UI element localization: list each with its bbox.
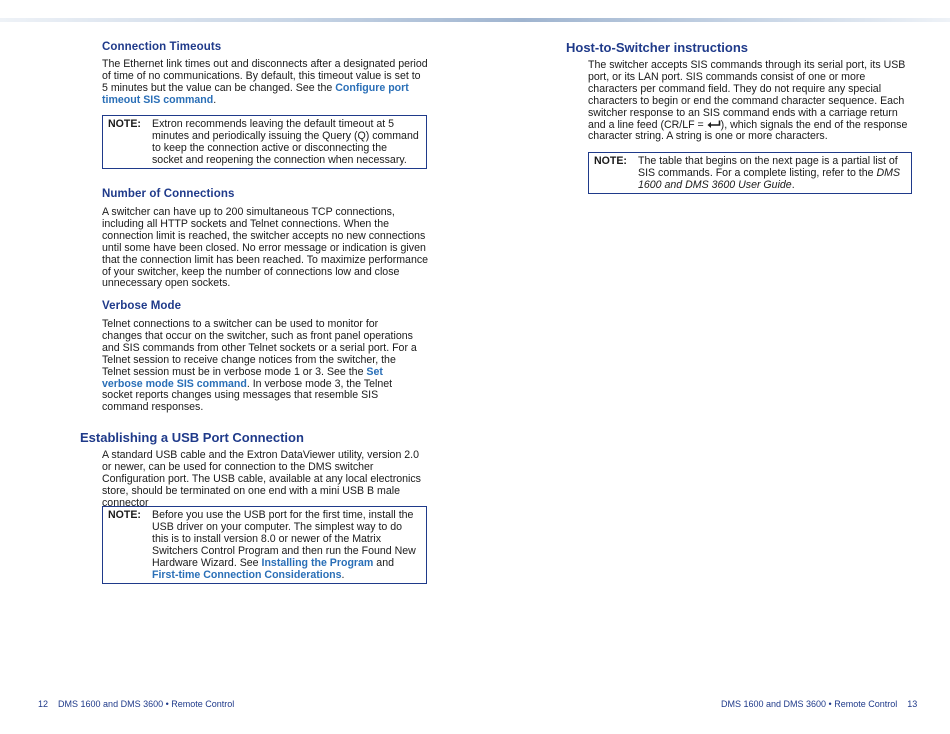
heading-number-of-connections: Number of Connections (102, 188, 235, 200)
paragraph-verbose-mode: Telnet connections to a switcher can be used to monitor for changes that occur on the switcher, such as front panel operations and SIS commands from other Telnet sockets or a serial port. For a Telnet session to receive change notices from the switcher, the Telnet session must be in verbose mode 1 or 3. See the Set verbose mode SIS command. In verbose mode 3, the Telnet socket reports changes using messages that resemble SIS command responses. (102, 318, 417, 414)
page-number: 12 (38, 699, 49, 709)
footer-title: DMS 1600 and DMS 3600 • Remote Control (721, 699, 898, 709)
note-box-sis (588, 152, 912, 194)
note-text: Extron recommends leaving the default timeout at 5 minutes and periodically issuing the Query (Q) command to keep the connection active or disconnecting the socket and reopening the connection when necessary. (152, 118, 419, 166)
link-installing-the-program[interactable]: Installing the Program (261, 556, 374, 569)
footer-right (721, 699, 917, 709)
heading-connection-timeouts: Connection Timeouts (102, 41, 222, 53)
paragraph-number-of-connections: A switcher can have up to 200 simultaneous TCP connections, including all HTTP sockets and Telnet connections. When the connection limit is reached, the switcher accepts no new connections until some have been closed. No error message or indication is given that the connection limit has been reached. To maximize performance of your switcher, keep the number of connections low and close unnecessary open sockets. (102, 206, 429, 290)
paragraph-connection-timeouts: The Ethernet link times out and disconnects after a designated period of time of no communications. By default, this timeout value is set to 5 minutes but the value can be changed. See the Configure port timeout SIS command. (102, 58, 428, 106)
footer-left (38, 699, 234, 709)
link-first-time-connection[interactable]: First-time Connection Considerations (152, 568, 342, 581)
link-configure-port-timeout[interactable]: Configure port timeout SIS command (102, 81, 409, 106)
footer-title: DMS 1600 and DMS 3600 • Remote Control (58, 699, 235, 709)
note-box-timeout (102, 115, 427, 169)
enter-key-icon (707, 120, 721, 129)
page-number: 13 (907, 699, 918, 709)
user-guide-title: DMS 1600 and DMS 3600 User Guide (638, 166, 901, 191)
note-label: NOTE: (108, 118, 141, 130)
note-label: NOTE: (594, 155, 627, 167)
note-box-usb (102, 506, 427, 584)
heading-usb-connection: Establishing a USB Port Connection (80, 430, 304, 445)
heading-host-to-switcher: Host-to-Switcher instructions (566, 40, 749, 55)
paragraph-host-to-switcher: The switcher accepts SIS commands through its serial port, its USB port, or its LAN port. SIS commands consist of one or more characters per command field. They do not require any special characters to begin or end the command character sequence. Each switcher response to an SIS command ends with a carriage return and a line feed (CR/LF = ), which signals the end of the response character string. A string is one or more characters. (588, 59, 908, 143)
heading-verbose-mode: Verbose Mode (102, 300, 182, 312)
note-label: NOTE: (108, 509, 141, 521)
top-gradient-bar (0, 18, 950, 22)
note-text: Before you use the USB port for the first time, install the USB driver on your computer. The simplest way to do this is to install version 8.0 or newer of the Matrix Switchers Control Program and then run the Found New Hardware Wizard. See Installing the Program and First-time Connection Considerations. (152, 509, 416, 581)
link-set-verbose-mode[interactable]: Set verbose mode SIS command (102, 365, 383, 390)
paragraph-usb-connection: A standard USB cable and the Extron DataViewer utility, version 2.0 or newer, can be used for connection to the DMS switcher Configuration port. The USB cable, available at any local electronics store, should be terminated on one end with a mini USB B male connector (102, 449, 421, 509)
note-text: The table that begins on the next page is a partial list of SIS commands. For a complete listing, refer to the DMS 1600 and DMS 3600 User Guide. (638, 155, 901, 191)
